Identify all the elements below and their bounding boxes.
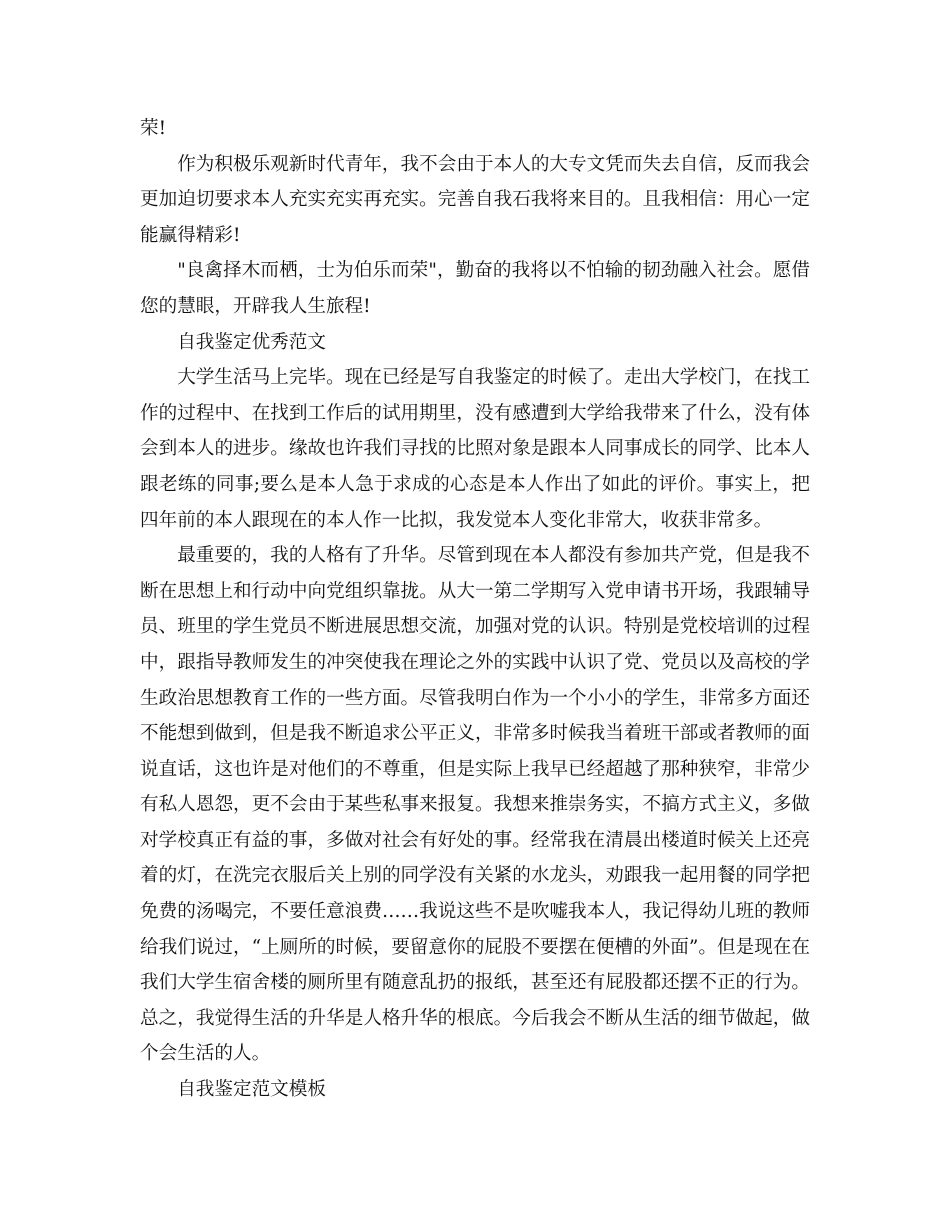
- paragraph-quote: "良禽择木而栖，士为伯乐而荣"，勤奋的我将以不怕输的韧劲融入社会。愿借您的慧眼，开辟我人生旅程!: [140, 260, 810, 317]
- section-heading-excellent-sample: 自我鉴定优秀范文: [177, 331, 326, 353]
- paragraph-university-life: 大学生活马上完毕。现在已经是写自我鉴定的时候了。走出大学校门，在找工作的过程中、在找到工作后的试用期里，没有感遭到大学给我带来了什么，没有体会到本人的进步。缘故也许我们寻找的比照对象是跟本人同事成长的同学、比本人跟老练的同事;要么是本人急于求成的心态是本人作出了如此的评价。事实上，把四年前的本人跟现在的本人作一比拟，我发觉本人变化非常大，收获非常多。: [140, 367, 810, 531]
- paragraph-confidence: 作为积极乐观新时代青年，我不会由于本人的大专文凭而失去自信，反而我会更加迫切要求本人充实充实再充实。完善自我石我将来目的。且我相信：用心一定能赢得精彩!: [140, 153, 810, 246]
- section-heading-template: 自我鉴定范文模板: [177, 1079, 326, 1101]
- document-body: [140, 111, 810, 1108]
- paragraph-continuation: 荣!: [140, 118, 167, 139]
- paragraph-personality: 最重要的，我的人格有了升华。尽管到现在本人都没有参加共产党，但是我不断在思想上和行动中向党组织靠拢。从大一第二学期写入党申请书开场，我跟辅导员、班里的学生党员不断进展思想交流，加强对党的认识。特别是党校培训的过程中，跟指导教师发生的冲突使我在理论之外的实践中认识了党、党员以及高校的学生政治思想教育工作的一些方面。尽管我明白作为一个小小的学生，非常多方面还不能想到做到，但是我不断追求公平正义，非常多时候我当着班干部或者教师的面说直话，这也许是对他们的不尊重，但是实际上我早已经超越了那种狭窄，非常少有私人恩怨，更不会由于某些私事来报复。我想来推崇务实，不搞方式主义，多做对学校真正有益的事，多做对社会有好处的事。经常我在清晨出楼道时候关上还亮着的灯，在洗完衣服后关上别的同学没有关紧的水龙头，劝跟我一起用餐的同学把免费的汤喝完，不要任意浪费……我说这些不是吹嘘我本人，我记得幼儿班的教师给我们说过，“上厕所的时候，要留意你的屁股不要摆在便槽的外面”。但是现在在我们大学生宿舍楼的厕所里有随意乱扔的报纸，甚至还有屁股都还摆不正的行为。总之，我觉得生活的升华是人格升华的根底。今后我会不断从生活的细节做起，做个会生活的人。: [140, 545, 810, 1065]
